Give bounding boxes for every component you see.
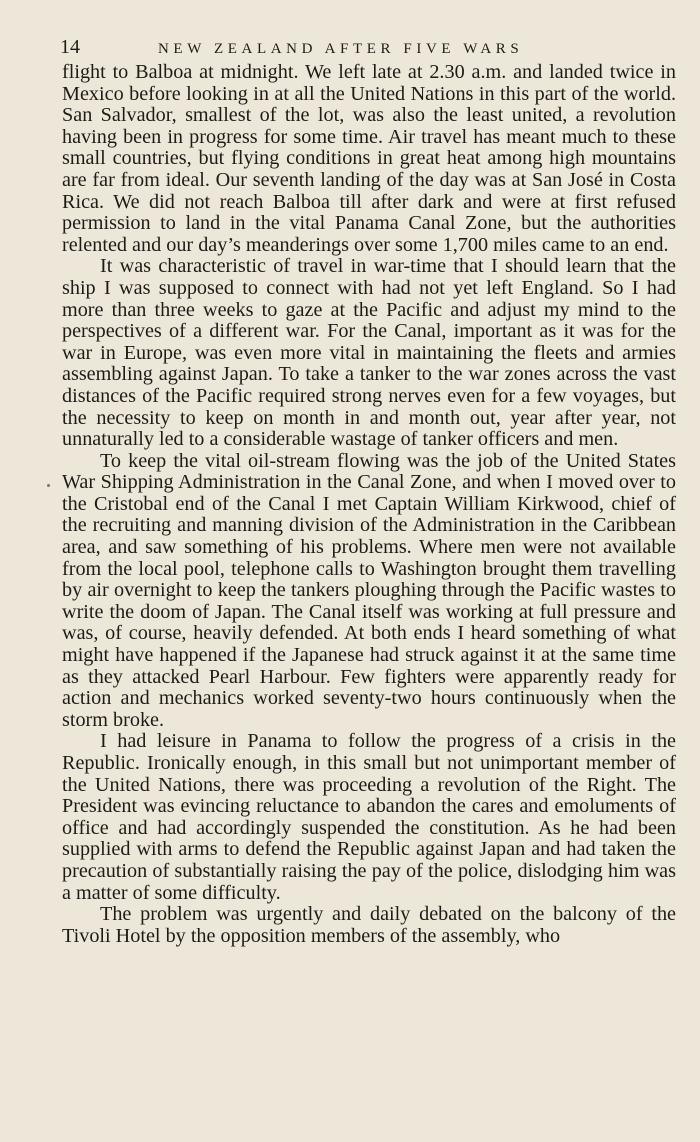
margin-mark: [47, 484, 50, 487]
body-text: [62, 62, 676, 947]
paragraph-4: I had leisure in Panama to follow the progress of a crisis in the Republic. Ironically enough, in this small but not unimportant member of the United Nations, there was proceeding a revolution of the Right. The President was evincing reluctance to abandon the cares and emoluments of office and had accordingly suspended the constitution. As he had been supplied with arms to defend the Republic against Japan and had taken the precaution of substantially raising the pay of the police, dislodging him was a matter of some difficulty.: [62, 730, 676, 904]
paragraph-1: flight to Balboa at midnight. We left late at 2.30 a.m. and landed twice in Mexico before looking in at all the United Nations in this part of the world. San Salvador, smallest of the lot, was also the least united, a revolution having been in progress for some time. Air travel has meant much to these small countries, but flying conditions in great heat among high mountains are far from ideal. Our seventh landing of the day was at San José in Costa Rica. We did not reach Balboa till after dark and were at first refused permission to land in the vital Panama Canal Zone, but the authorities relented and our day’s meanderings over some 1,700 miles came to an end.: [62, 61, 676, 256]
running-header: [60, 36, 676, 62]
book-title: NEW ZEALAND AFTER FIVE WARS: [158, 41, 524, 57]
paragraph-3: To keep the vital oil-stream flowing was the job of the United States War Shipping Administration in the Canal Zone, and when I moved over to the Cristobal end of the Canal I met Captain William Kirkwood, chief of the recruiting and manning division of the Administration in the Caribbean area, and saw something of his problems. Where men were not available from the local pool, telephone calls to Washington brought them travelling by air overnight to keep the tankers ploughing through the Pacific wastes to write the doom of Japan. The Canal itself was working at full pressure and was, of course, heavily defended. At both ends I heard something of what might have happened if the Japanese had struck against it at the same time as they attacked Pearl Harbour. Few fighters were apparently ready for action and mechanics worked seventy-two hours continuously when the storm broke.: [62, 449, 676, 731]
paragraph-2: It was characteristic of travel in war-time that I should learn that the ship I was supposed to connect with had not yet left England. So I had more than three weeks to gaze at the Pacific and adjust my mind to the perspectives of a different war. For the Canal, important as it was for the war in Europe, was even more vital in maintaining the fleets and armies assembling against Japan. To take a tanker to the war zones across the vast distances of the Pacific required strong nerves even for a few voyages, but the necessity to keep on month in and month out, year after year, not unnaturally led to a considerable wastage of tanker officers and men.: [62, 255, 676, 451]
book-page: [62, 36, 676, 947]
page-number: 14: [60, 36, 80, 58]
paragraph-5: The problem was urgently and daily debated on the balcony of the Tivoli Hotel by the opposition members of the assembly, who: [62, 903, 676, 947]
